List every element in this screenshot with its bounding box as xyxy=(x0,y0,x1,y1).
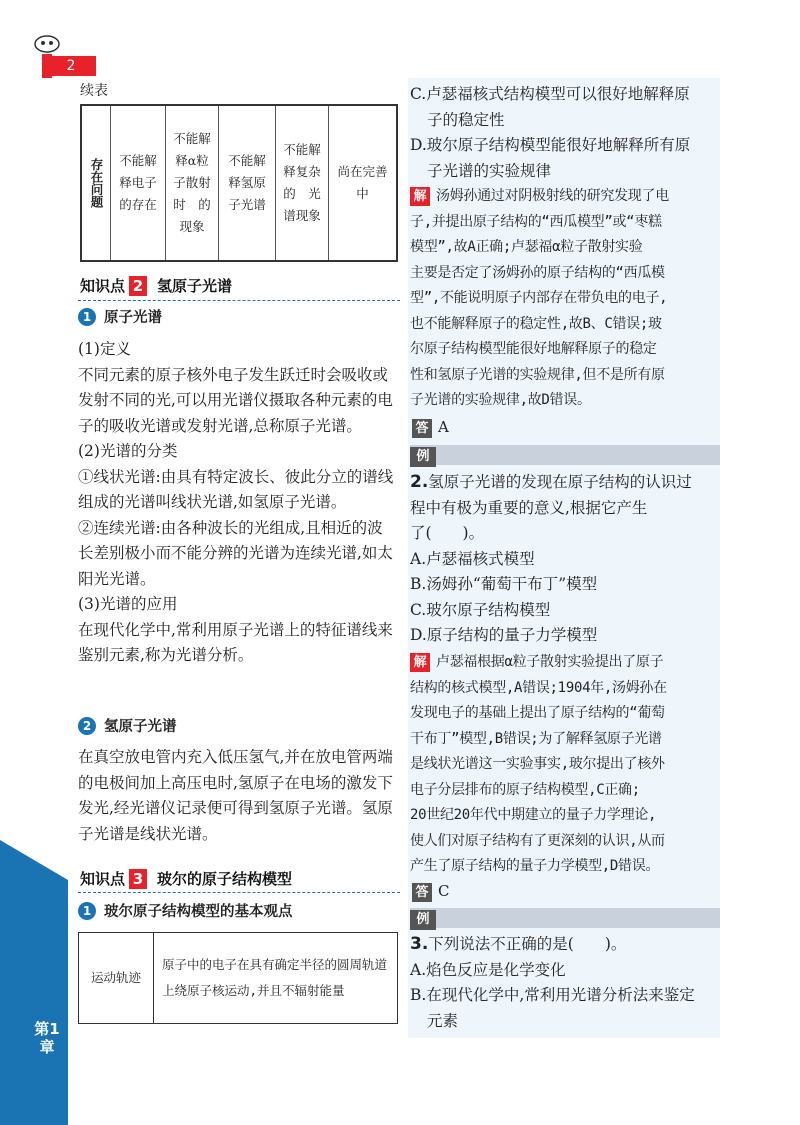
number-icon: 2 xyxy=(78,717,96,735)
table-cell: 不能解 释α粒 子散射 时 的 现象 xyxy=(166,105,219,261)
subsection-atomic-spectrum: 1 原子光谱 xyxy=(78,306,162,327)
subsection-bohr-views: 1 玻尔原子结构模型的基本观点 xyxy=(78,900,293,921)
page-number: 2 xyxy=(46,56,96,76)
hydrogen-spectrum-text: 在真空放电管内充入低压氢气,并在放电管两端 的电极间加上高压电时,氢原子在电场的激发下 发光,经光谱仪记录便可得到氢原子光谱。氢原 子光谱是线状光谱。 xyxy=(78,748,393,843)
table-cell: 尚在完善中 xyxy=(329,105,398,261)
knowledge-point-3-title: 知识点 3 玻尔的原子结构模型 xyxy=(80,869,293,888)
example-tag: 例 xyxy=(410,447,436,467)
continued-label: 续表 xyxy=(80,83,108,99)
table-cell: 不能解 释复杂 的 光 谱现象 xyxy=(276,105,329,261)
table-cell: 不能解 释氢原 子光谱 xyxy=(219,105,276,261)
continued-table xyxy=(80,104,398,262)
example-tag: 例 xyxy=(410,910,436,930)
q1-options: C.卢瑟福核式结构模型可以很好地解释原 子的稳定性 D.玻尔原子结构模型能很好地解释所有原 子光谱的实验规律 xyxy=(410,85,691,180)
analysis-tag: 解 xyxy=(410,187,430,206)
answer-tag: 答 xyxy=(412,419,432,438)
q1-answer: 答 A xyxy=(412,418,449,438)
analysis-tag: 解 xyxy=(410,653,430,672)
q2-analysis: 解 卢瑟福根据α粒子散射实验提出了原子 结构的核式模型,A错误;1904年,汤姆孙在 发现电子的基础上提出了原子结构的“葡萄 干布丁”模型,B错误;为了解释氢原子光谱 是线状光谱这一实验事实,玻尔提出了核外 电子分层排布的原子结构模型,C正确; 20世纪20年代中期建立的量子力学理论, 使人们对原子结构有了更深刻的认识,从而 产生了原子结构的量子力学模型,D错误。 xyxy=(410,654,667,874)
answer-tag: 答 xyxy=(412,883,432,902)
knowledge-point-2-title: 知识点 2 氢原子光谱 xyxy=(80,276,233,295)
q1-analysis: 解 汤姆孙通过对阴极射线的研究发现了电 子,并提出原子结构的“西瓜模型”或“枣糕 模型”,故A正确;卢瑟福α粒子散射实验 主要是否定了汤姆孙的原子结构的“西瓜模 型”,不能说明原子内部存在带负电的电子, 也不能解释原子的稳定性,故B、C错误;玻 尔原子结构模型能很好地解释原子的稳定 性和氢原子光谱的实验规律,但不是所有原 子光谱的实验规律,故D错误。 xyxy=(410,188,669,408)
q2-stem: 2.氢原子光谱的发现在原子结构的认识过 程中有极为重要的意义,根据它产生 了( )。 A.卢瑟福核式模型 B.汤姆孙“葡萄干布丁”模型 C.玻尔原子结构模型 D.原子结构的量子力学模型 xyxy=(410,472,692,644)
example-bar xyxy=(410,445,720,465)
table-cell: 不能解 释电子 的存在 xyxy=(111,105,166,261)
chapter-sidebar-corner xyxy=(0,840,68,880)
q2-answer: 答 C xyxy=(412,882,449,902)
chapter-tab[interactable]: 第1章 xyxy=(34,1020,60,1056)
row-header: 存在问题 xyxy=(81,105,111,261)
q3-stem: 3.下列说法不正确的是( )。 A.焰色反应是化学变化 B.在现代化学中,常利用光谱分析法来鉴定 元素 xyxy=(410,934,695,1030)
table-label: 运动轨迹 xyxy=(79,933,154,1024)
subsection-hydrogen-spectrum: 2 氢原子光谱 xyxy=(78,715,177,736)
number-icon: 1 xyxy=(78,308,96,326)
example-bar xyxy=(410,908,720,928)
chapter-sidebar xyxy=(0,880,68,1125)
bohr-model-table xyxy=(78,932,398,1024)
number-icon: 1 xyxy=(78,902,96,920)
table-content: 原子中的电子在具有确定半径的圆周轨道 上绕原子核运动,并且不辐射能量 xyxy=(154,933,398,1024)
atomic-spectrum-text: (1)定义 不同元素的原子核外电子发生跃迁时会吸收或 发射不同的光,可以用光谱仪摄取各种元素的电 子的吸收光谱或发射光谱,总称原子光谱。 (2)光谱的分类 ①线状光谱:由具有特定波长、彼此分立的谱线 组成的光谱叫线状光谱,如氢原子光谱。 ②连续光谱:由各种波长的光组成,且相近的波 长差别极小而不能分辨的光谱为连续光谱,如太 阳光光谱。 (3)光谱的应用 在现代化学中,常利用原子光谱上的特征谱线来 鉴别元素,称为光谱分析。 xyxy=(78,340,394,664)
divider xyxy=(78,892,400,893)
divider xyxy=(78,300,400,301)
